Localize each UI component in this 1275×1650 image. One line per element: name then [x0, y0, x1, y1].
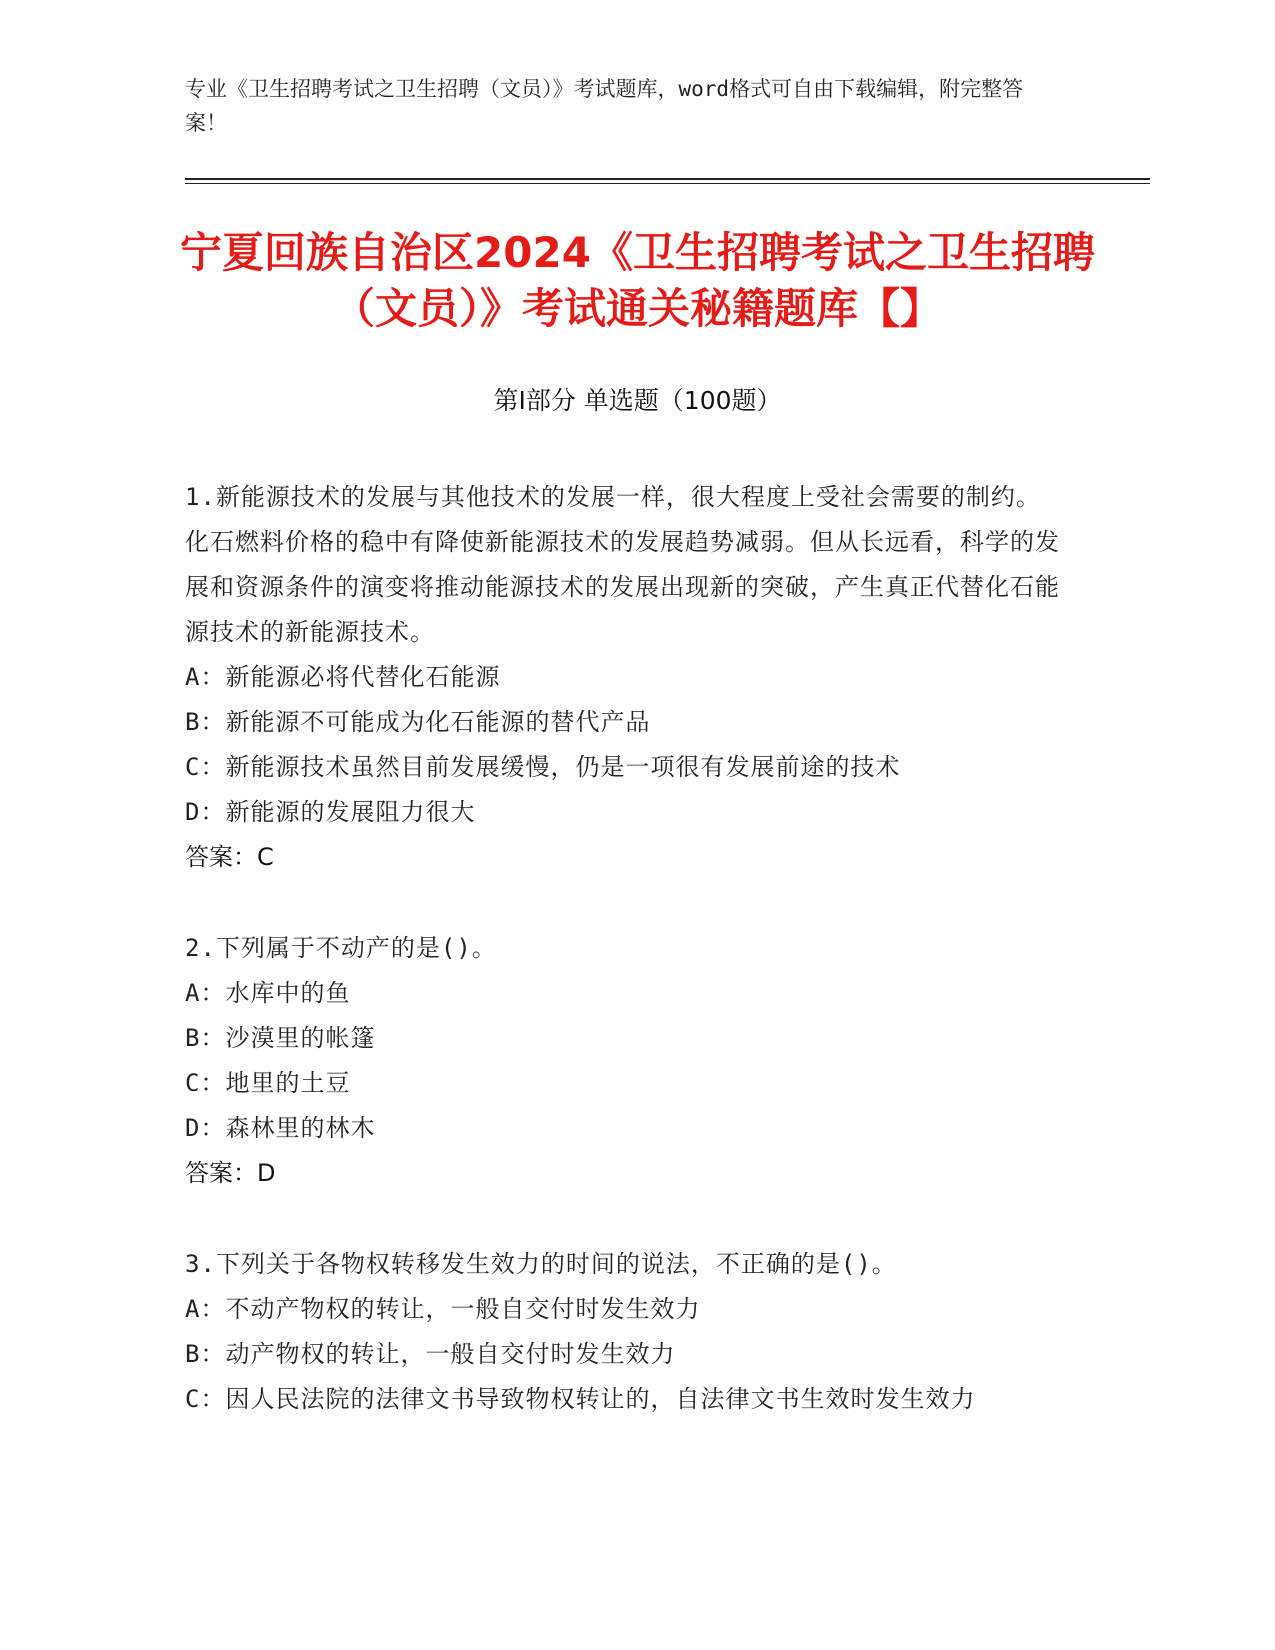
- option-a: A：不动产物权的转让，一般自交付时发生效力: [185, 1295, 701, 1323]
- option-b: B：新能源不可能成为化石能源的替代产品: [185, 708, 651, 736]
- option-d: D：新能源的发展阻力很大: [185, 798, 476, 826]
- document-title: 宁夏回族自治区2024《卫生招聘考试之卫生招聘（文员）》考试通关秘籍题库【】: [180, 228, 1095, 333]
- question-stem: 2.下列属于不动产的是()。: [185, 934, 497, 962]
- option-a: A：新能源必将代替化石能源: [185, 663, 501, 691]
- option-d: D：森林里的林木: [185, 1114, 376, 1142]
- option-b: B：动产物权的转让，一般自交付时发生效力: [185, 1340, 676, 1368]
- question-2: [185, 926, 1065, 1196]
- answer: 答案：C: [185, 843, 274, 871]
- option-b: B：沙漠里的帐篷: [185, 1024, 376, 1052]
- section-title: 第Ⅰ部分 单选题（100题）: [493, 386, 782, 415]
- answer: 答案：D: [185, 1159, 276, 1187]
- question-3: [185, 1242, 1065, 1422]
- question-1: [185, 475, 1065, 880]
- header-divider-thin: [185, 183, 1150, 184]
- question-list: [185, 475, 1065, 1468]
- option-c: C：因人民法院的法律文书导致物权转让的，自法律文书生效时发生效力: [185, 1385, 976, 1413]
- option-a: A：水库中的鱼: [185, 979, 351, 1007]
- option-c: C：地里的土豆: [185, 1069, 351, 1097]
- option-c: C：新能源技术虽然目前发展缓慢，仍是一项很有发展前途的技术: [185, 753, 901, 781]
- question-stem: 3.下列关于各物权转移发生效力的时间的说法，不正确的是()。: [185, 1250, 897, 1278]
- header-note: 专业《卫生招聘考试之卫生招聘（文员）》考试题库，word格式可自由下载编辑，附完整答案！: [185, 77, 1024, 135]
- question-stem: 1.新能源技术的发展与其他技术的发展一样，很大程度上受社会需要的制约。化石燃料价格的稳中有降使新能源技术的发展趋势减弱。但从长远看，科学的发展和资源条件的演变将推动能源技术的发展出现新的突破，产生真正代替化石能源技术的新能源技术。: [185, 483, 1060, 646]
- header-divider-thick: [185, 178, 1150, 180]
